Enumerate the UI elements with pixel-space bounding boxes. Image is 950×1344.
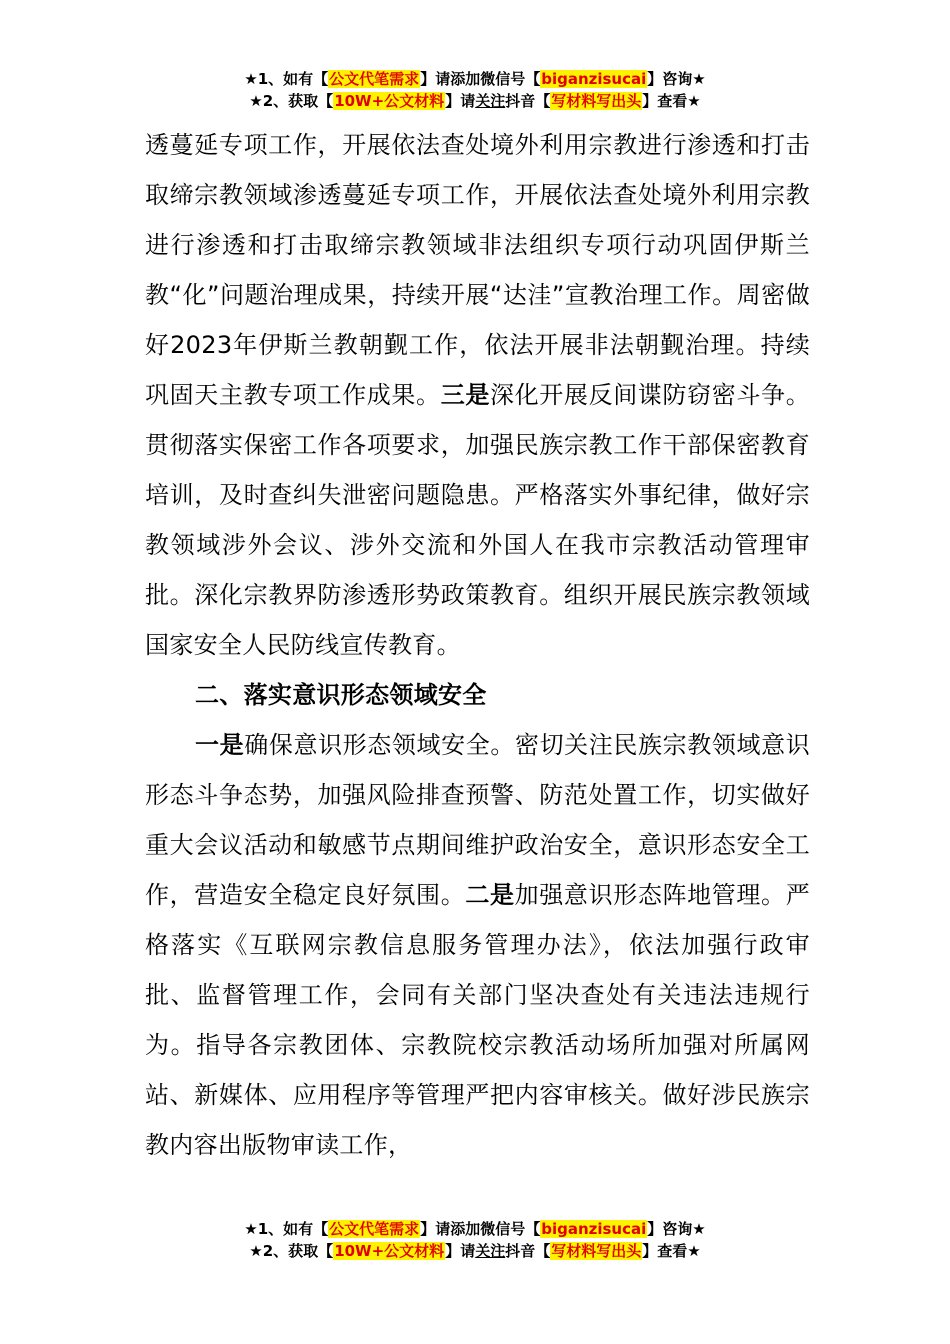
highlight-service: 公文代笔需求: [329, 1220, 420, 1238]
bold-marker-3: 三是: [440, 381, 490, 409]
underline-follow: 关注: [475, 1242, 506, 1260]
highlight-materials: 10W+公文材料: [334, 92, 445, 110]
highlight-service: 公文代笔需求: [329, 70, 420, 88]
header-banner: [0, 68, 950, 112]
bold-marker-1: 一是: [195, 731, 245, 759]
banner-line-1: ★1、如有【公文代笔需求】请添加微信号【biganzisucai】咨询★: [244, 1220, 706, 1238]
highlight-materials: 10W+公文材料: [334, 1242, 445, 1260]
section-heading-2: 二、落实意识形态领域安全: [195, 681, 487, 709]
banner-line-2: ★2、获取【10W+公文材料】请关注抖音【写材料写出头】查看★: [249, 92, 701, 110]
highlight-wechat-id: biganzisucai: [541, 70, 647, 88]
paragraph-1: 透蔓延专项工作，开展依法查处境外利用宗教进行渗透和打击取缔宗教领域渗透蔓延专项工作，开展依法查处境外利用宗教进行渗透和打击取缔宗教领域非法组织专项行动巩固伊斯兰教“化”问题治理成果，持续开展“达洼”宣教治理工作。周密做好2023年伊斯兰教朝觐工作，依法开展非法朝觐治理。持续巩固天主教专项工作成果。三是深化开展反间谍防窃密斗争。贯彻落实保密工作各项要求，加强民族宗教工作干部保密教育培训，及时查纠失泄密问题隐患。严格落实外事纪律，做好宗教领域涉外会议、涉外交流和外国人在我市宗教活动管理审批。深化宗教界防渗透形势政策教育。组织开展民族宗教领域国家安全人民防线宣传教育。: [145, 131, 810, 659]
highlight-douyin: 写材料写出头: [551, 1242, 642, 1260]
bold-marker-2: 二是: [465, 881, 515, 909]
document-body: [145, 120, 810, 1170]
highlight-wechat-id: biganzisucai: [541, 1220, 647, 1238]
banner-line-2: ★2、获取【10W+公文材料】请关注抖音【写材料写出头】查看★: [249, 1242, 701, 1260]
highlight-douyin: 写材料写出头: [551, 92, 642, 110]
banner-line-1: ★1、如有【公文代笔需求】请添加微信号【biganzisucai】咨询★: [244, 70, 706, 88]
underline-follow: 关注: [475, 92, 506, 110]
paragraph-2: 一是确保意识形态领域安全。密切关注民族宗教领域意识形态斗争态势，加强风险排查预警、防范处置工作，切实做好重大会议活动和敏感节点期间维护政治安全，意识形态安全工作，营造安全稳定良好氛围。二是加强意识形态阵地管理。严格落实《互联网宗教信息服务管理办法》，依法加强行政审批、监督管理工作，会同有关部门坚决查处有关违法违规行为。指导各宗教团体、宗教院校宗教活动场所加强对所属网站、新媒体、应用程序等管理严把内容审核关。做好涉民族宗教内容出版物审读工作，: [145, 731, 810, 1159]
footer-banner: [0, 1218, 950, 1262]
